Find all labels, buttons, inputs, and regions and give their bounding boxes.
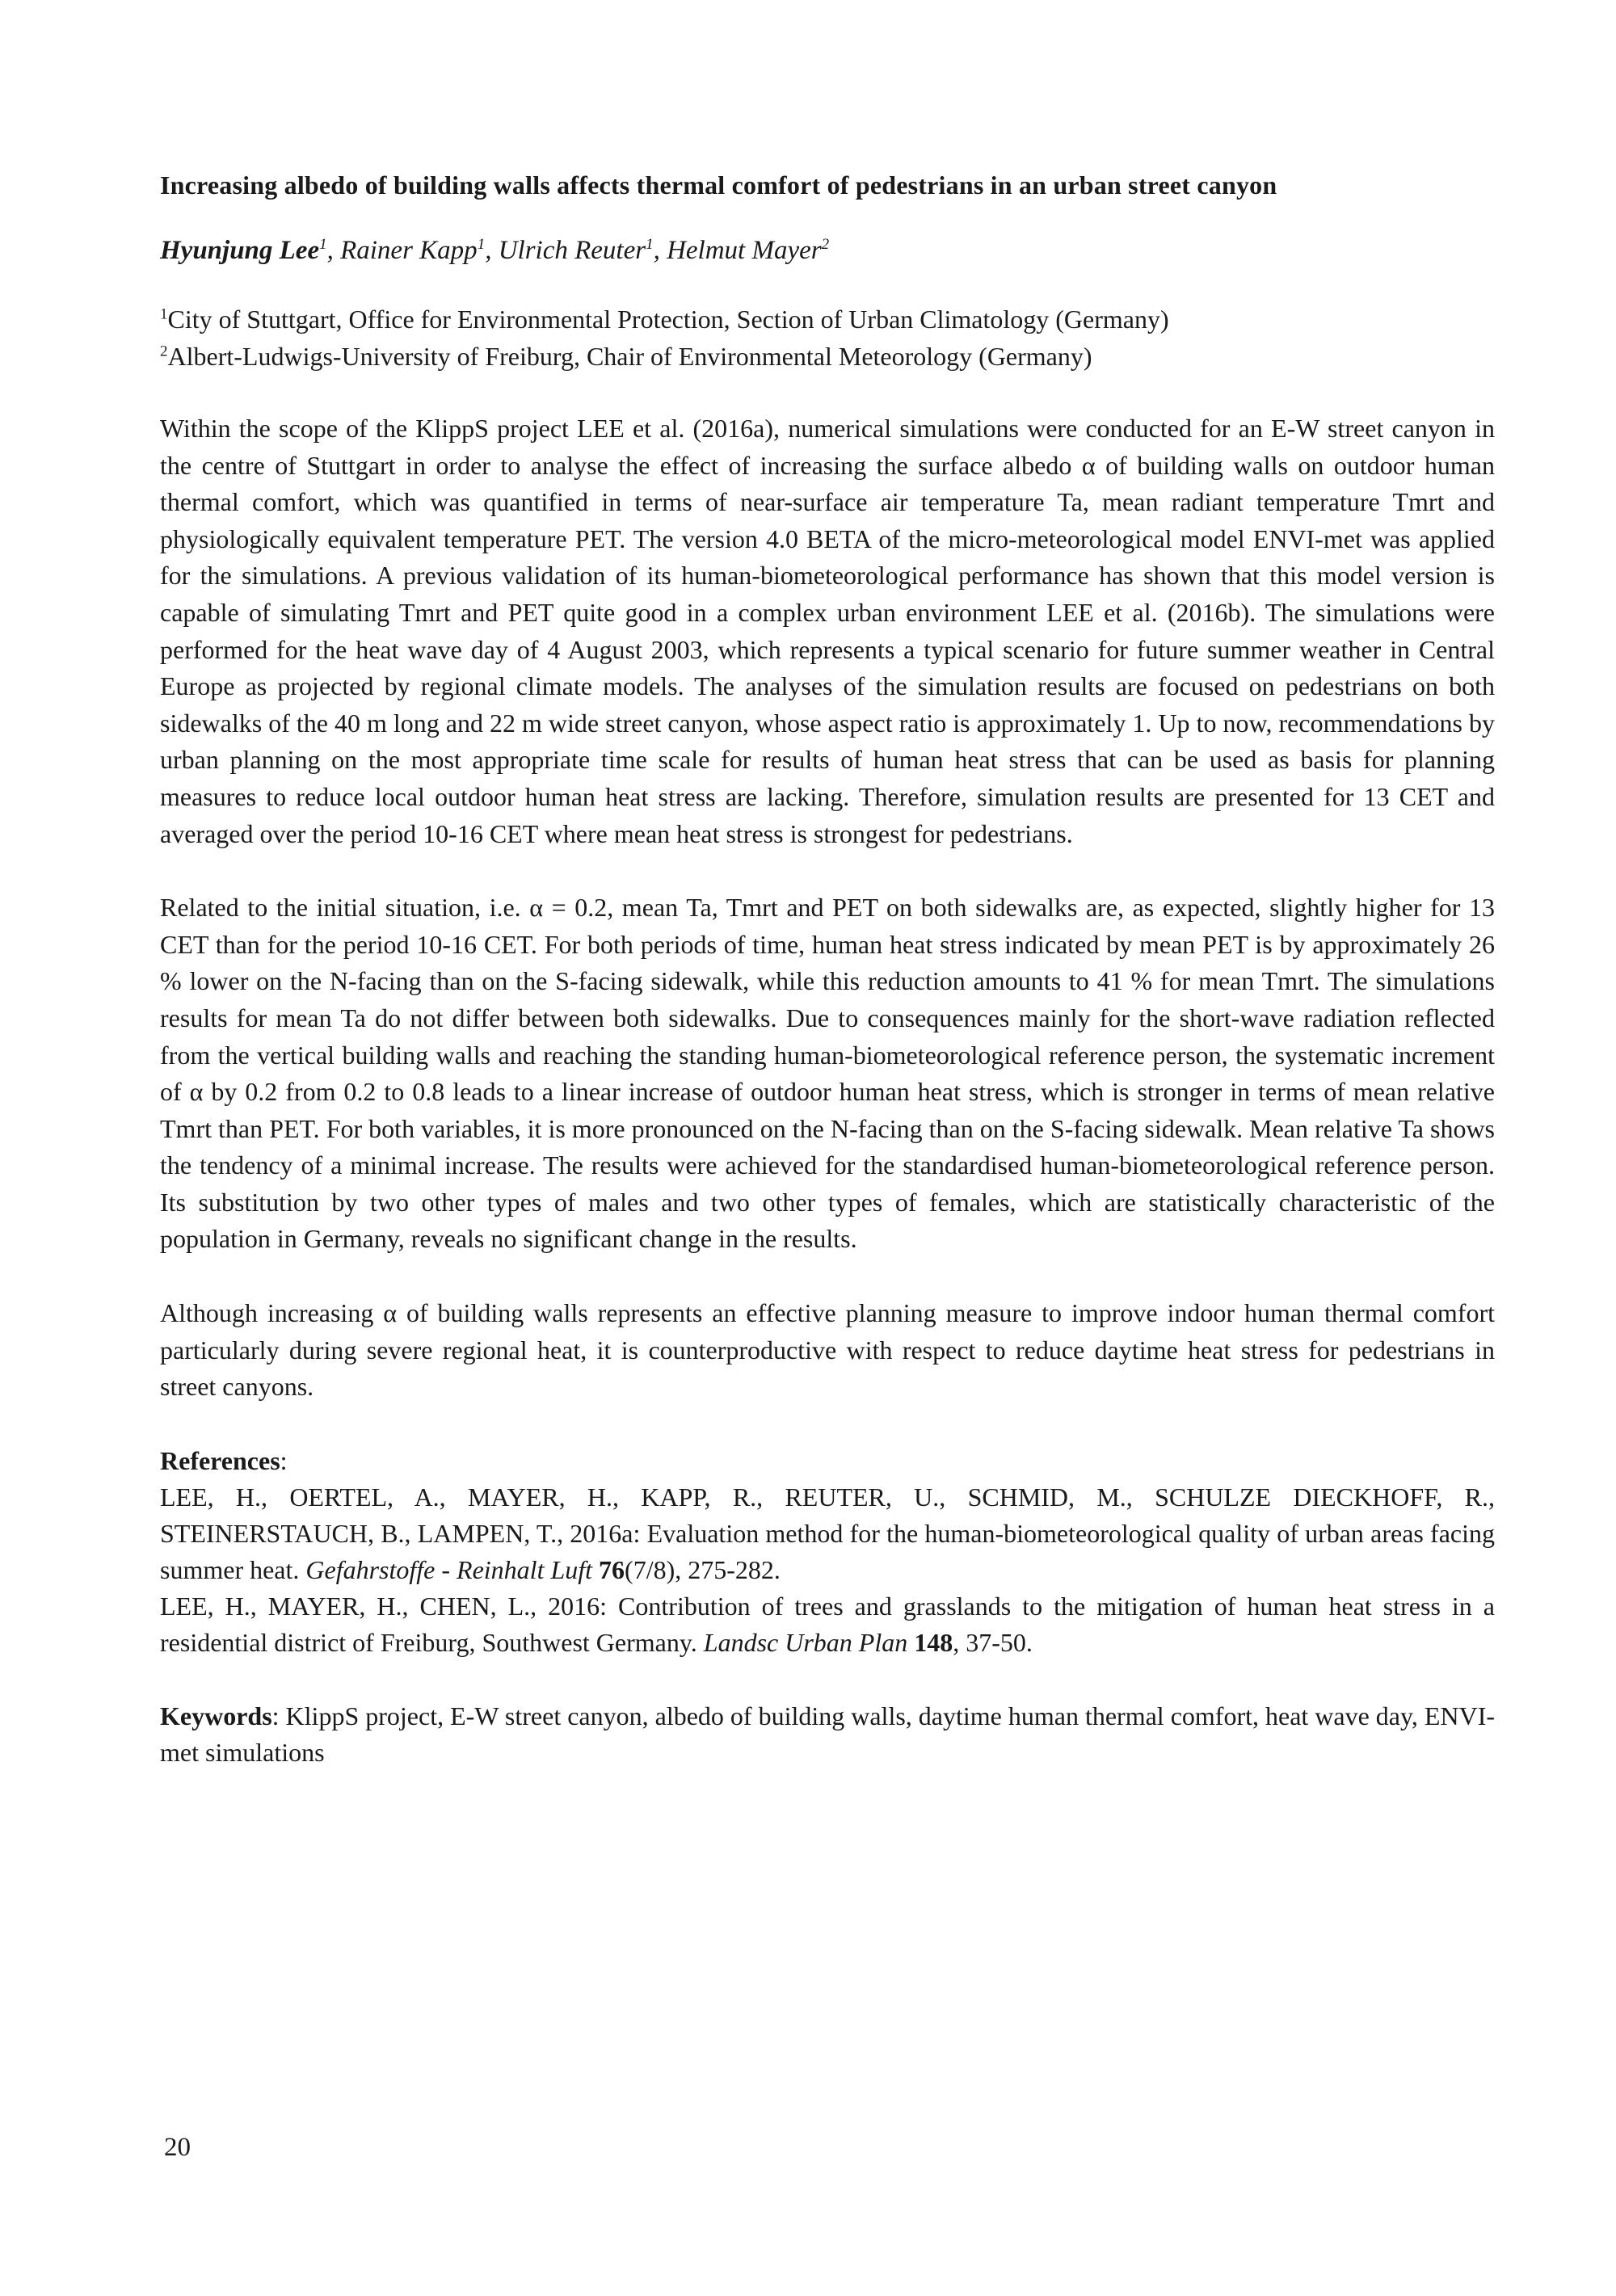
- author-affiliation-mark: 1: [477, 236, 486, 253]
- keywords-label: Keywords: [160, 1701, 272, 1730]
- author-list: Hyunjung Lee$^1$, Rainer Kapp$^1$, Ulrich Reuter$^1$, Helmut Mayer$^2$: [160, 236, 830, 265]
- reference-volume: 148: [914, 1627, 953, 1657]
- reference-item: [160, 1588, 1495, 1661]
- reference-journal: Landsc Urban Plan: [703, 1627, 908, 1657]
- author-name: Ulrich Reuter: [498, 236, 646, 265]
- references-heading: References:: [160, 1445, 288, 1475]
- affiliation-mark: 1: [160, 305, 168, 323]
- reference-pages: (7/8), 275-282.: [625, 1554, 781, 1584]
- author-affiliation-mark: 2: [821, 236, 830, 253]
- author-name: Helmut Mayer: [667, 236, 822, 265]
- affiliation-text: Albert-Ludwigs-University of Freiburg, Chair of Environmental Meteorology (Germany): [167, 342, 1092, 371]
- affiliations: [160, 301, 1495, 375]
- paper-title: Increasing albedo of building walls affects thermal comfort of pedestrians in an urban street canyon: [160, 170, 1277, 200]
- reference-pages: , 37-50.: [953, 1627, 1033, 1657]
- affiliation: [160, 338, 1495, 375]
- author-name: Rainer Kapp: [340, 236, 478, 265]
- abstract-paragraph-2: Related to the initial situation, i.e. α = 0.2, mean Ta, Tmrt and PET on both sidewalks are, as expected, slightly higher for 13 CET than for the period 10-16 CET. For both periods of time, human heat stress indicated by mean PET is by approximately 26 % lower on the N-facing than on the S-facing sidewalk, while this reduction amounts to 41 % for mean Tmrt. The simulations results for mean Ta do not differ between both sidewalks. Due to consequences mainly for the short-wave radiation reflected from the vertical building walls and reaching the standing human-biometeorological reference person, the systematic increment of α by 0.2 from 0.2 to 0.8 leads to a linear increase of outdoor human heat stress, which is stronger in terms of mean relative Tmrt than PET. For both variables, it is more pronounced on the N-facing than on the S-facing sidewalk. Mean relative Ta shows the tendency of a minimal increase. The results were achieved for the standardised human-biometeorological reference person. Its substitution by two other types of males and two other types of females, which are statistically characteristic of the population in Germany, reveals no significant change in the results.: [160, 893, 1495, 1254]
- affiliation-text: City of Stuttgart, Office for Environmental Protection, Section of Urban Climatology (Germany): [167, 305, 1169, 334]
- reference-text: LEE, H., OERTEL, A., MAYER, H., KAPP, R., REUTER, U., SCHMID, M., SCHULZE DIECKHOFF, R., STEINERSTAUCH, B., LAMPEN, T., 2016a: Evaluation method for the human-biometeorological quality of urban areas facing summer heat.: [160, 1482, 1495, 1584]
- abstract-paragraph-3: Although increasing α of building walls represents an effective planning measure to improve indoor human thermal comfort particularly during severe regional heat, it is counterproductive with respect to reduce daytime heat stress for pedestrians in street canyons.: [160, 1298, 1495, 1402]
- author-name: Hyunjung Lee: [160, 236, 320, 265]
- affiliation: [160, 301, 1495, 338]
- reference-item: [160, 1479, 1495, 1588]
- author-affiliation-mark: 1: [646, 236, 654, 253]
- page-number: 20: [164, 2133, 191, 2162]
- references-section: [160, 1443, 1495, 1661]
- keywords-text: KlippS project, E-W street canyon, albedo of building walls, daytime human thermal comfort, heat wave day, ENVI-met simulations: [160, 1701, 1495, 1767]
- reference-volume: 76: [599, 1554, 625, 1584]
- reference-journal: Gefahrstoffe - Reinhalt Luft: [305, 1554, 593, 1584]
- abstract-paragraph-1: Within the scope of the KlippS project LEE et al. (2016a), numerical simulations were conducted for an E-W street canyon in the centre of Stuttgart in order to analyse the effect of increasing the surface albedo α of building walls on outdoor human thermal comfort, which was quantified in terms of near-surface air temperature Ta, mean radiant temperature Tmrt and physiologically equivalent temperature PET. The version 4.0 BETA of the micro-meteorological model ENVI-met was applied for the simulations. A previous validation of its human-biometeorological performance has shown that this model version is capable of simulating Tmrt and PET quite good in a complex urban environment LEE et al. (2016b). The simulations were performed for the heat wave day of 4 August 2003, which represents a typical scenario for future summer weather in Central Europe as projected by regional climate models. The analyses of the simulation results are focused on pedestrians on both sidewalks of the 40 m long and 22 m wide street canyon, whose aspect ratio is approximately 1. Up to now, recommendations by urban planning on the most appropriate time scale for results of human heat stress that can be used as basis for planning measures to reduce local outdoor human heat stress are lacking. Therefore, simulation results are presented for 13 CET and averaged over the period 10-16 CET where mean heat stress is strongest for pedestrians.: [160, 414, 1495, 848]
- references-heading-label: References: [160, 1445, 280, 1475]
- paper-page: [160, 168, 1495, 1771]
- keywords: Keywords: KlippS project, E-W street canyon, albedo of building walls, daytime human thermal comfort, heat wave day, ENVI-met simulations: [160, 1701, 1495, 1767]
- reference-text: LEE, H., MAYER, H., CHEN, L., 2016: Contribution of trees and grasslands to the mitigation of human heat stress in a residential district of Freiburg, Southwest Germany.: [160, 1591, 1495, 1657]
- affiliation-mark: 2: [160, 343, 168, 360]
- author-affiliation-mark: 1: [319, 236, 327, 253]
